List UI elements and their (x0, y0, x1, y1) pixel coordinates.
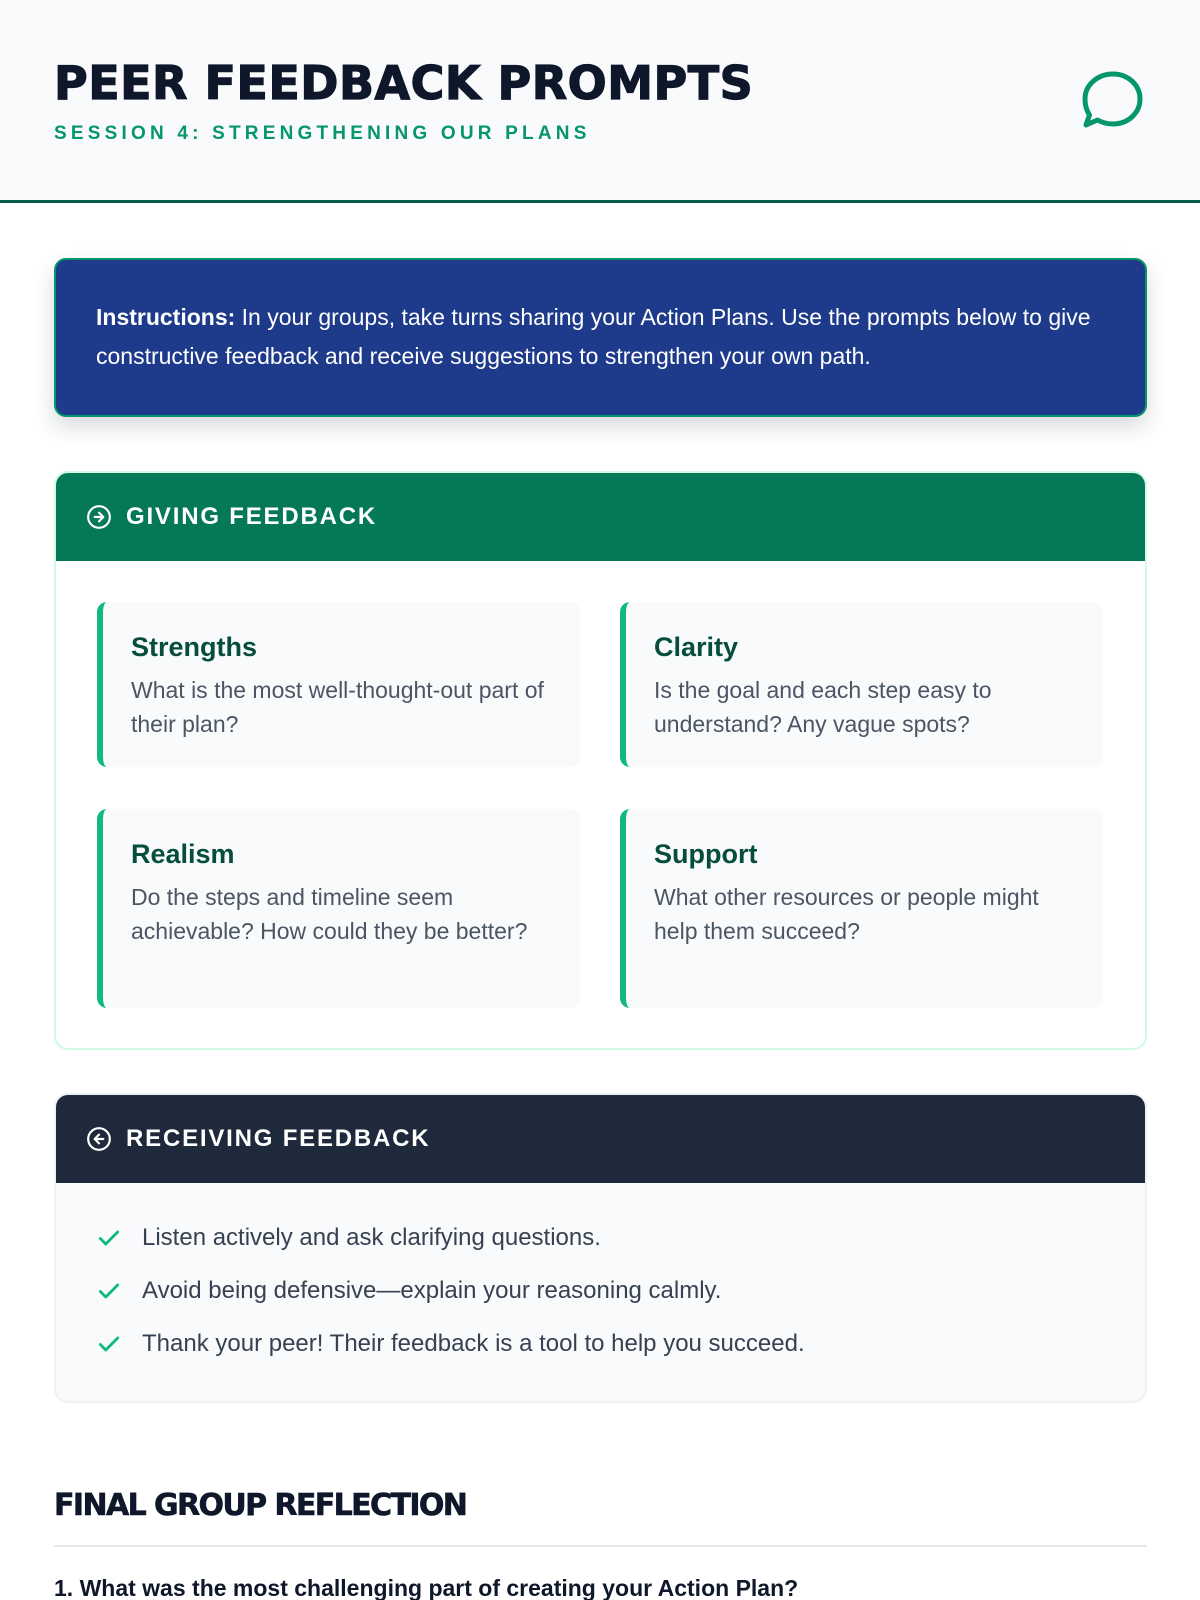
prompt-text: Do the steps and timeline seem achievable? How could they be better? (131, 884, 528, 944)
prompt-title: Strengths (131, 632, 258, 662)
receiving-feedback-header (56, 1095, 1145, 1183)
page-title: PEER FEEDBACK PROMPTS (54, 56, 754, 110)
check-icon (96, 1278, 122, 1304)
list-item (96, 1317, 1145, 1370)
prompt-title: Realism (131, 839, 235, 869)
prompt-card-clarity (620, 602, 1103, 767)
instructions-label: Instructions: (96, 304, 236, 330)
arrow-right-circle-icon (86, 504, 112, 530)
prompt-card-realism (97, 809, 580, 1008)
check-icon (96, 1331, 122, 1357)
prompt-text: What is the most well-thought-out part of their plan? (131, 677, 544, 737)
chat-bubble-icon (1080, 68, 1146, 134)
giving-feedback-title: GIVING FEEDBACK (126, 503, 378, 530)
prompt-title: Clarity (654, 632, 739, 662)
tip-text: Avoid being defensive—explain your reasoning calmly. (142, 1276, 722, 1304)
list-item (96, 1264, 1145, 1317)
instructions-box (54, 258, 1147, 417)
prompt-title: Support (654, 839, 758, 869)
prompt-text: Is the goal and each step easy to understand? Any vague spots? (654, 677, 992, 737)
tip-text: Thank your peer! Their feedback is a tool to help you succeed. (142, 1329, 805, 1357)
giving-feedback-card (54, 471, 1147, 1050)
divider (54, 1545, 1147, 1547)
tip-text: Listen actively and ask clarifying questions. (142, 1223, 601, 1251)
prompt-card-strengths (97, 602, 580, 767)
receiving-feedback-card (54, 1093, 1147, 1403)
reflection-question: 1. What was the most challenging part of creating your Action Plan? (54, 1575, 799, 1600)
reflection-title: FINAL GROUP REFLECTION (54, 1488, 467, 1523)
prompt-card-support (620, 809, 1103, 1008)
prompt-text: What other resources or people might help them succeed? (654, 884, 1039, 944)
page-subtitle: SESSION 4: STRENGTHENING OUR PLANS (54, 123, 591, 144)
arrow-left-circle-icon (86, 1126, 112, 1152)
giving-feedback-header (56, 473, 1145, 561)
list-item (96, 1211, 1145, 1264)
check-icon (96, 1225, 122, 1251)
tips-list (56, 1183, 1145, 1370)
instructions-text: In your groups, take turns sharing your Action Plans. Use the prompts below to give constructive feedback and receive suggestions to strengthen your own path. (96, 304, 1091, 369)
receiving-feedback-title: RECEIVING FEEDBACK (126, 1125, 431, 1152)
page-header (0, 0, 1200, 203)
